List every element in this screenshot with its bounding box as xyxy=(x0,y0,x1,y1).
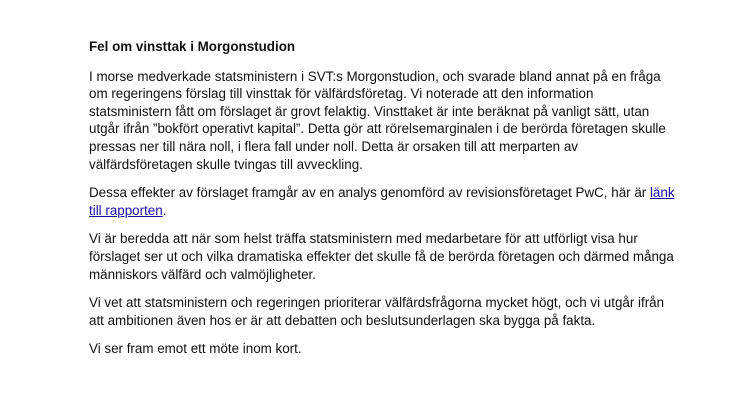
report-text-after-link: . xyxy=(162,202,167,218)
report-text-before-link: Dessa effekter av förslaget framgår av en analys genomförd av revisionsföretaget PwC, här är xyxy=(89,185,650,201)
paragraph-closing: Vi ser fram emot ett möte inom kort. xyxy=(89,341,302,357)
paragraph-meeting-offer: Vi är beredda att när som helst träffa statsministern med medarbetare för att utförligt visa hur förslaget ser ut och vilka dramatiska effekter det skulle få de berörda företagen och därmed många människors välfärd och valmöjligheter. xyxy=(89,231,674,282)
paragraph-report xyxy=(89,184,679,219)
document-title: Fel om vinsttak i Morgonstudion xyxy=(89,39,296,54)
paragraph-priorities: Vi vet att statsministern och regeringen prioriterar välfärdsfrågorna mycket högt, och vi utgår ifrån att ambitionen även hos er är att debatten och beslutsunderlagen ska bygga på fakta. xyxy=(89,295,665,328)
document-body xyxy=(89,38,679,369)
paragraph-intro: I morse medverkade statsministern i SVT:s Morgonstudion, och svarade bland annat på en fråga om regeringens förslag till vinsttak för välfärdsföretag. Vi noterade att den information statsministern fått om förslaget är grovt felaktig. Vinsttaket är inte beräknat på vanligt sätt, utan utgår ifrån ”bokfört operativt kapital”. Detta gör att rörelsemarginalen i de berörda företagen skulle pressas ner till nära noll, i flera fall under noll. Detta är orsaken till att merparten av välfärdsföretagen skulle tvingas till avveckling. xyxy=(89,68,666,172)
report-link[interactable]: länk till rapporten xyxy=(89,185,675,218)
